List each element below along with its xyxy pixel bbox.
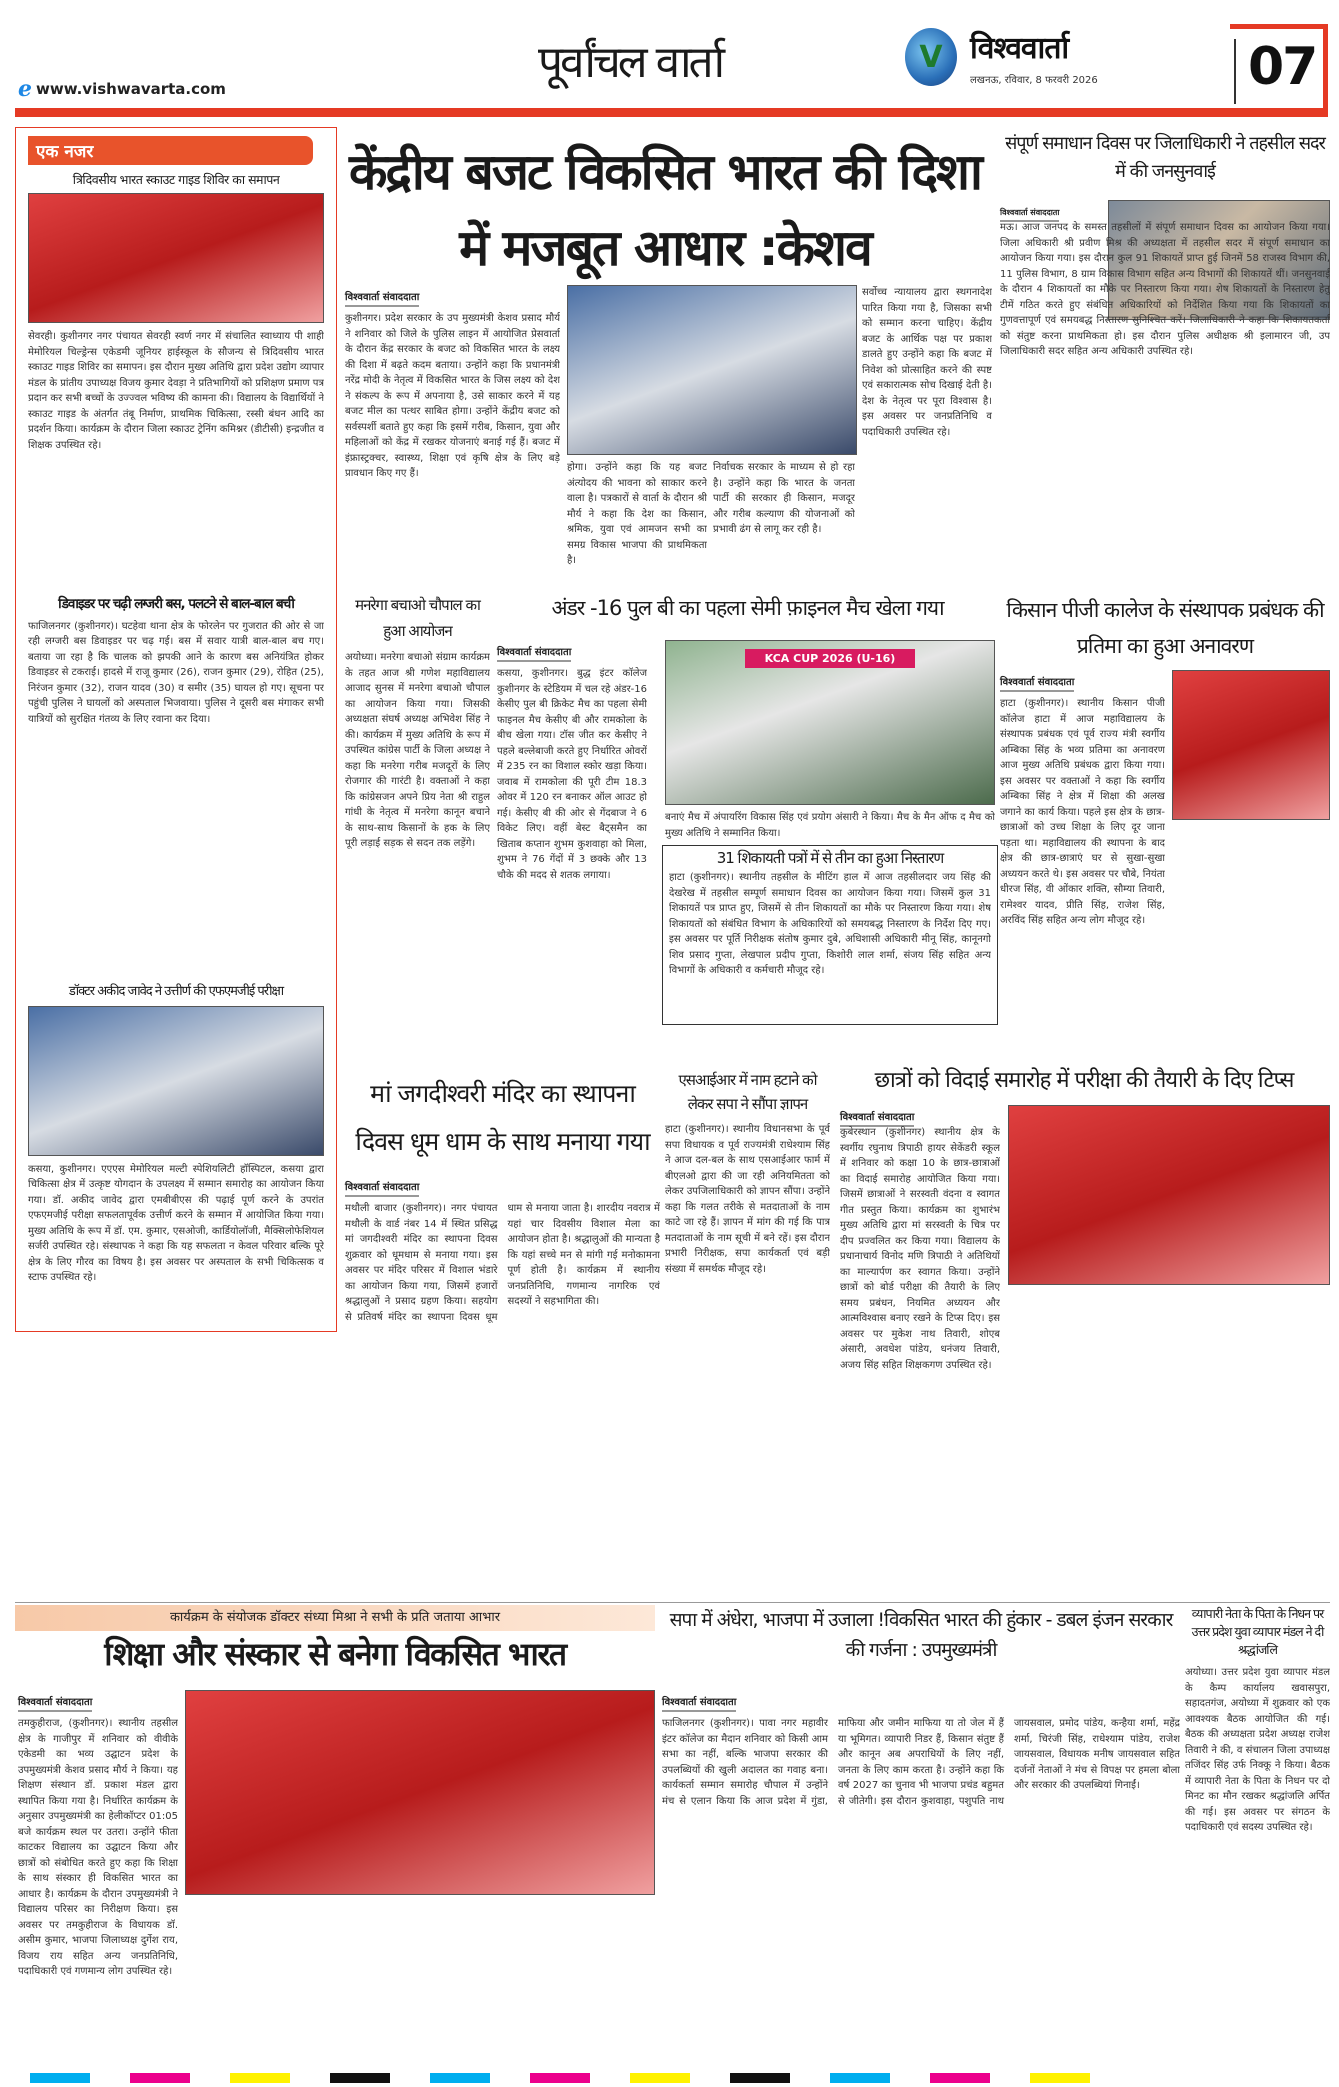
shikayat-box [662, 845, 998, 1025]
article-title: डिवाइडर पर चढ़ी लग्जरी बस, पलटने से बाल-बाल बची [58, 596, 294, 613]
section-title: पूर्वांचल वार्ता [538, 37, 722, 88]
headline: अंडर -16 पुल बी का पहला सेमी फ़ाइनल मैच खेला गया [551, 596, 944, 620]
lead-headline: केंद्रीय बजट विकसित भारत की दिशा में मजबूत आधार :केशव [348, 143, 982, 277]
page-number: 07 [1248, 37, 1317, 97]
headline: मां जगदीश्वरी मंदिर का स्थापना दिवस धूम धाम के साथ मनाया गया [355, 1079, 650, 1156]
lead-body: होगा। उन्होंने कहा कि यह बजट अंत्योदय की भावना को साकार करने वाला है। पत्रकारों से वार्ता के दौरान श्री मौर्य ने कहा कि देश का किसान, श्रमिक, युवा एवं आमजन सभी का समग्र विकास भाजपा की प्राथमिकता है। [567, 462, 707, 566]
article-body-continued [1172, 825, 1330, 1025]
byline: विश्ववार्ता संवाददाता [345, 1179, 419, 1197]
section-divider [15, 1602, 1330, 1603]
statue-unveiling-photo [1172, 670, 1330, 820]
byline: विश्ववार्ता संवाददाता [18, 1694, 92, 1712]
lead-body: सर्वोच्च न्यायालय द्वारा स्थगनादेश पारित किया गया है, जिसका सभी को सम्मान करना चाहिए। केंद्रीय बजट के आर्थिक पक्ष पर प्रकाश डालते हुए उन्होंने कहा कि बजट में निवेश को प्रोत्साहित करने की स्पष्ट एवं सकारात्मक सोच दिखाई देती है। देश के नेतृत्व पर पूरा विश्वास है। इस अवसर पर जनप्रतिनिधि व पदाधिकारी उपस्थित रहे। [862, 287, 992, 438]
dateline: लखनऊ, रविवार, 8 फरवरी 2026 [970, 75, 1098, 86]
byline: विश्ववार्ता संवाददाता [840, 1109, 914, 1127]
kca-cup-photo [665, 640, 995, 805]
kca-banner: KCA CUP 2026 (U-16) [745, 649, 915, 668]
article-body: हाटा (कुशीनगर)। स्थानीय किसान पीजी कॉलेज हाटा में आज महाविद्यालय के संस्थापक प्रबंधक एवं पूर्व राज्य मंत्री स्वर्गीय अम्बिका सिंह के भव्य प्रतिमा का अनावरण आज मुख्य अतिथि प्रबंधक द्वारा किया गया। इस अवसर पर वक्ताओं ने कहा कि स्वर्गीय अम्बिका सिंह ने क्षेत्र में शिक्षा की अलख जगाने का कार्य किया। पहले इस क्षेत्र के छात्र-छात्राओं को उच्च शिक्षा के लिए दूर जाना पड़ता था। महाविद्यालय की स्थापना के बाद क्षेत्र की छात्र-छात्राएं घर से सुखा-सुखा अध्ययन करते थे। इस अवसर पर चौबे, नियंता धीरज सिंह, वी ओंकार शक्ति, सौम्या तिवारी, रामेश्वर यादव, प्रीति सिंह, राजेश सिंह, अरविंद सिंह सहित अन्य लोग मौजूद रहे। [1000, 698, 1165, 926]
headline: मनरेगा बचाओ चौपाल का हुआ आयोजन [355, 596, 480, 640]
article-body: फाजिलनगर (कुशीनगर)। घटहेवा थाना क्षेत्र के फोरलेन पर गुजरात की ओर से जा रही लग्जरी बस डिवाइडर पर चढ़ गई। बस में सवार यात्री बाल-बाल बच गए। बताया जा रहा है कि चालक को झपकी आने के कारण बस अनियंत्रित होकर डिवाइडर से टकराई। हादसे में राजू कुमार (26), राजन कुमार (29), रोहित (25), निरंजन कुमार (32), राजन यादव (30) व समीर (35) घायल हो गए। सूचना पर पहुंची पुलिस ने घायलों को अस्पताल भिजवाया। पुलिस ने दूसरी बस मंगाकर सभी यात्रियों को सुरक्षित गंतव्य के लिए रवाना कर दिया। [28, 620, 324, 725]
headline: किसान पीजी कालेज के संस्थापक प्रबंधक की प्रतिमा का हुआ अनावरण [1006, 598, 1324, 658]
site-url[interactable]: e www.vishwavarta.com [18, 76, 226, 102]
byline: विश्ववार्ता संवाददाता [1000, 674, 1074, 692]
brand-name: विश्ववार्ता [970, 31, 1069, 66]
lead-body: कुशीनगर। प्रदेश सरकार के उप मुख्यमंत्री केशव प्रसाद मौर्य ने शनिवार को जिले के पुलिस लाइन में आयोजित प्रेसवार्ता के दौरान केंद्र सरकार के बजट को विकसित भारत के लक्ष्य की दिशा में बढ़ते कदम बताया। उन्होंने कहा कि प्रधानमंत्री नरेंद्र मोदी के नेतृत्व में विकसित भारत के जिस लक्ष्य को देश ने संकल्प के रूप में अपनाया है, उसे साकार करने में यह बजट मील का पत्थर साबित होगा। उन्होंने केंद्रीय बजट को सर्वस्पर्शी बताते हुए कहा कि इसमें गरीब, किसान, युवा और महिलाओं को केंद्र में रखकर योजनाएं बनाई गई हैं। बजट में इंफ्रास्ट्रक्चर, स्वास्थ्य, शिक्षा एवं कृषि क्षेत्र के लिए बड़े प्रावधान किए गए हैं। [345, 313, 560, 479]
article-body-continued [185, 1900, 655, 2040]
page-number-box [1230, 24, 1328, 116]
article-body: सेवरही। कुशीनगर नगर पंचायत सेवरही स्वर्ण नगर में संचालित स्वाध्याय पी शाही मेमोरियल चिल्ड्रेन्स एकेडमी जूनियर हाईस्कूल के सौजन्य से त्रिदिवसीय भारत स्काउट गाइड शिविर का समापन। इस दौरान मुख्य अतिथि द्वारा प्रदेश उद्योग व्यापार मंडल के प्रांतीय उपाध्यक्ष विजय कुमार देवड़ा ने प्रतिभागियों को प्रशिक्षण प्रमाण पत्र प्रदान कर सभी बच्चों के उज्ज्वल भविष्य की कामना की। विद्यालय के विद्यार्थियों ने स्काउट गाइड के अंतर्गत तंबू निर्माण, प्राथमिक चिकित्सा, रस्सी बंधन आदि का प्रदर्शन किया। कार्यक्रम के दौरान जिला स्काउट ट्रेनिंग कमिश्नर (डीटीसी) इन्द्रजीत व शिक्षक उपस्थित रहे। [28, 331, 324, 451]
article-body: कसया, कुशीनगर। बुद्ध इंटर कॉलेज कुशीनगर के स्टेडियम में चल रहे अंडर-16 केसीए पुल बी क्रिकेट मैच का पहला सेमी फाइनल मैच केसीए बी और रामकोला के बीच खेला गया। टॉस जीत कर केसीए ने पहले बल्लेबाजी करते हुए निर्धारित ओवरों में 235 रन का विशाल स्कोर खड़ा किया। जवाब में रामकोला की पूरी टीम 18.3 ओवर में 120 रन बनाकर ऑल आउट हो गई। केसीए बी की ओर से गेंदबाज ने 6 विकेट लिए। वहीं बेस्ट बैट्समैन का खिताब कप्तान शुभम कुशवाहा को मिला, शुभम ने 76 गेंदों में 3 छक्के और 13 चौके की मदद से शतक लगाया। [497, 668, 647, 881]
headline: व्यापारी नेता के पिता के निधन पर उत्तर प्रदेश युवा व्यापार मंडल ने दी श्रद्धांजलि [1191, 1606, 1324, 1657]
photo-caption: बनाएं मैच में अंपायरिंग विकास सिंह एवं प्रयोग अंसारी ने किया। मैच के मैन ऑफ द मैच को मुख्य अतिथि ने सम्मानित किया। [665, 812, 995, 839]
byline: विश्ववार्ता संवाददाता [1000, 207, 1059, 222]
ek-nazar-tab: एक नजर [28, 136, 313, 165]
scout-camp-photo [28, 193, 324, 323]
headline: छात्रों को विदाई समारोह में परीक्षा की तैयारी के दिए टिप्स [874, 1068, 1294, 1093]
article-body: मऊ। आज जनपद के समस्त तहसीलों में संपूर्ण समाधान दिवस का आयोजन किया गया। जिला अधिकारी श्री प्रवीण मिश्र की अध्यक्षता में तहसील सदर में संपूर्ण समाधान का आयोजन किया गया। इस दौरान कुल 91 शिकायतें प्राप्त हुई जिनमें 58 राजस्व विभाग की, 11 पुलिस विभाग, 8 ग्राम विकास विभाग सहित अन्य विभागों की शिकायतें थीं। जनसुनवाई के दौरान 4 शिकायतों का मौके पर निस्तारण किया गया। शेष शिकायतों के निस्तारण हेतु टीमें गठित करते हुए संबंधित अधिकारियों को निर्देशित किया गया कि शिकायतों का गुणवत्तापूर्ण एवं समयबद्ध निस्तारण सुनिश्चित करें। जिलाधिकारी ने कहा कि शिकायतकर्ता को संतुष्ट करना प्राथमिकता हो। इस दौरान पुलिस अधीक्षक श्री इलामारन जी, उप जिलाधिकारी सदर सहित अन्य अधिकारी उपस्थित रहे। [1000, 222, 1330, 357]
article-body-continued [1008, 1290, 1330, 1595]
article-body: हाटा (कुशीनगर)। स्थानीय तहसील के मीटिंग हाल में आज तहसीलदार जय सिंह की देखरेख में तहसील सम्पूर्ण समाधान दिवस का आयोजन किया गया। जिसमें कुल 31 शिकायतें पत्र प्राप्त हुए, जिसमें से तीन शिकायतों का मौके पर निस्तारण किया गया। शेष शिकायतों को संबंधित विभाग के अधिकारियों को समयबद्ध निस्तारण के निर्देश दिए गए। इस अवसर पर पूर्ति निरीक्षक संतोष कुमार दुबे, अधिशासी अधिकारी मीनू सिंह, कानूनगो शिव प्रसाद गुप्ता, लेखपाल प्रदीप गुप्ता, किशोरी लाल शर्मा, संजय सिंह सहित अन्य विभागों के अधिकारी व कर्मचारी मौजूद रहे। [669, 872, 991, 977]
kicker-banner: कार्यक्रम के संयोजक डॉक्टर संध्या मिश्रा ने सभी के प्रति जताया आभार [15, 1605, 655, 1631]
headline: एसआईआर में नाम हटाने को लेकर सपा ने सौंपा ज्ञापन [678, 1071, 817, 1113]
headline: संपूर्ण समाधान दिवस पर जिलाधिकारी ने तहसील सदर में की जनसुनवाई [1005, 133, 1325, 182]
headline: सपा में अंधेरा, भाजपा में उजाला !विकसित भारत की हुंकार - डबल इंजन सरकार की गर्जना : उपमुख्यमंत्री [669, 1609, 1173, 1661]
article-title: डॉक्टर अकीद जावेद ने उत्तीर्ण की एफएमजीई परीक्षा [68, 983, 284, 999]
print-color-strip [30, 2068, 1330, 2087]
headline: 31 शिकायती पत्रों में से तीन का हुआ निस्तारण [716, 849, 944, 867]
keshav-press-photo [567, 285, 857, 455]
article-body: अयोध्या। मनरेगा बचाओ संग्राम कार्यक्रम के तहत आज श्री गणेश महाविद्यालय आजाद सुनस में मनरेगा बचाओ चौपाल का आयोजन किया गया। जिसकी अध्यक्षता संघर्ष अध्यक्ष अभिवेश सिंह ने की। कार्यक्रम में मुख्य अतिथि के रूप में उपस्थित कांग्रेस पार्टी के जिला अध्यक्ष ने कहा कि मनरेगा गरीब मजदूरों के लिए रोजगार की गारंटी है। वक्ताओं ने कहा कि कांग्रेसजन अपने प्रिय नेता श्री राहुल गांधी के नेतृत्व में मनरेगा कानून बचाने के साथ-साथ किसानों के हक के लिए पूरी लड़ाई सड़क से सदन तक लड़ेंगे। [345, 652, 490, 849]
article-body: तमकुहीराज, (कुशीनगर)। स्थानीय तहसील क्षेत्र के गाजीपुर में शनिवार को वीवीके एकेडमी का भव्य उद्घाटन प्रदेश के उपमुख्यमंत्री केशव प्रसाद मौर्य ने किया। यह शिक्षण संस्थान डॉ. प्रकाश मंडल द्वारा स्थापित किया गया है। निर्धारित कार्यक्रम के अनुसार उपमुख्यमंत्री का हेलीकॉप्टर 01:05 बजे कार्यक्रम स्थल पर उतरा। उन्होंने फीता काटकर विद्यालय का उद्घाटन किया और छात्रों को संबोधित करते हुए कहा कि शिक्षा के साथ संस्कार ही विकसित भारत का आधार है। कार्यक्रम के दौरान उपमुख्यमंत्री ने विद्यालय परिसर का निरीक्षण किया। इस अवसर पर तमकुहीराज के विधायक डॉ. असीम कुमार, भाजपा जिलाध्यक्ष दुर्गेश राय, विजय राय सहित अन्य जनप्रतिनिधि, पदाधिकारी एवं गणमान्य लोग उपस्थित रहे। [18, 1718, 178, 1977]
browser-e-icon: e [18, 76, 32, 102]
lead-body: निर्वाचक सरकार के माध्यम से हो रहा है। उन्होंने कहा कि भारत के जनता पार्टी की सरकार ही किसान, मजदूर और गरीब कल्याण की योजनाओं को प्रभावी ढंग से लागू कर रही है। [713, 462, 855, 535]
doctor-felicitation-photo [28, 1006, 324, 1156]
headline: शिक्षा और संस्कार से बनेगा विकसित भारत [104, 1635, 566, 1673]
article-title: त्रिदिवसीय भारत स्काउट गाइड शिविर का समापन [72, 172, 280, 187]
academy-inauguration-photo [185, 1690, 655, 1895]
byline: विश्ववार्ता संवाददाता [662, 1694, 736, 1712]
vyapari-box [1185, 1605, 1330, 2045]
header-rule [15, 108, 1328, 117]
brand-logo-icon: V [905, 28, 957, 86]
farewell-ceremony-photo [1008, 1105, 1330, 1285]
article-body: कुबेरस्थान (कुशीनगर) स्थानीय क्षेत्र के स्वर्गीय रघुनाथ त्रिपाठी हायर सेकेंडरी स्कूल में शनिवार को कक्षा 10 के छात्र-छात्राओं का विदाई समारोह आयोजित किया गया। जिसमें छात्राओं ने सरस्वती वंदना व स्वागत गीत प्रस्तुत किया। कार्यक्रम का शुभारंभ मुख्य अतिथि द्वारा मां सरस्वती के चित्र पर दीप प्रज्वलित कर किया गया। विद्यालय के प्रधानाचार्य विनोद मणि त्रिपाठी ने अतिथियों का माल्यार्पण कर स्वागत किया। उन्होंने छात्रों को बोर्ड परीक्षा की तैयारी के लिए समय प्रबंधन, नियमित अध्ययन और आत्मविश्वास बनाए रखने के टिप्स दिए। इस अवसर पर मुकेश नाथ तिवारी, शोएब अंसारी, अवधेश पांडेय, धनंजय तिवारी, अजय सिंह सहित शिक्षकगण उपस्थित रहे। [840, 1127, 1000, 1371]
article-body: फाजिलनगर (कुशीनगर)। पावा नगर महावीर इंटर कॉलेज का मैदान शनिवार को किसी आम सभा का नहीं, बल्कि भाजपा सरकार की उपलब्धियों की खुली अदालत का गवाह बना। कार्यकर्ता सम्मान समारोह चौपाल में उन्होंने मंच से एलान किया कि आज प्रदेश में गुंडा, माफिया और जमीन माफिया या तो जेल में हैं या भूमिगत। व्यापारी निडर हैं, किसान संतुष्ट हैं और कानून अब अपराधियों के लिए नहीं, जनता के लिए काम करता है। उन्होंने कहा कि वर्ष 2027 का चुनाव भी भाजपा प्रचंड बहुमत से जीतेगी। इस दौरान कुशवाहा, पशुपति नाथ जायसवाल, प्रमोद पांडेय, कन्हैया शर्मा, महेंद्र शर्मा, चिरंजी सिंह, राधेश्याम पांडेय, राजेश जायसवाल, विधायक मनीष जायसवाल सहित दर्जनों नेताओं ने मंच से विपक्ष पर हमला बोला और सरकार की उपलब्धियां गिनाईं। [662, 1718, 1180, 1807]
ek-nazar-panel [15, 127, 337, 1332]
article-body: अयोध्या। उत्तर प्रदेश युवा व्यापार मंडल के कैम्प कार्यालय खवासपुरा, सहादतगंज, अयोध्या में शुक्रवार को एक आवश्यक बैठक आयोजित की गई। बैठक की अध्यक्षता प्रदेश अध्यक्ष राजेश तिवारी ने की, व संचालन जिला उपाध्यक्ष तजिंदर सिंह उर्फ निक्कू ने किया। बैठक में व्यापारी नेता के पिता के निधन पर दो मिनट का मौन रखकर श्रद्धांजलि अर्पित की गई। इस अवसर पर संगठन के पदाधिकारी एवं सदस्य उपस्थित रहे। [1185, 1667, 1330, 1833]
article-body: मथौली बाजार (कुशीनगर)। नगर पंचायत मथौली के वार्ड नंबर 14 में स्थित प्रसिद्ध मां जगदीश्वरी मंदिर का स्थापना दिवस शुक्रवार को धूमधाम से मनाया गया। इस अवसर पर मंदिर परिसर में विशाल भंडारे का आयोजन किया गया, जिसमें हजारों श्रद्धालुओं ने प्रसाद ग्रहण किया। सहयोग से प्रतिवर्ष मंदिर का स्थापना दिवस धूम धाम से मनाया जाता है। शारदीय नवरात्र में यहां चार दिवसीय विशाल मेला का आयोजन होता है। श्रद्धालुओं की मान्यता है कि यहां सच्चे मन से मांगी गई मनोकामना पूर्ण होती है। कार्यक्रम में स्थानीय जनप्रतिनिधि, गणमान्य नागरिक एवं सदस्यों ने सहभागिता की। [345, 1203, 660, 1323]
byline: विश्ववार्ता संवाददाता [345, 289, 419, 307]
article-body: हाटा (कुशीनगर)। स्थानीय विधानसभा के पूर्व सपा विधायक व पूर्व राज्यमंत्री राधेश्याम सिंह ने आज दल-बल के साथ एसआईआर फार्म में बीएलओ द्वारा की जा रही अनियमितता को लेकर उपजिलाधिकारी को ज्ञापन सौंपा। उन्होंने कहा कि गलत तरीके से मतदाताओं के नाम काटे जा रहे हैं। ज्ञापन में मांग की गई कि पात्र मतदाताओं के नाम सूची में बने रहें। इस दौरान प्रभारी निरीक्षक, सपा कार्यकर्ता एवं बड़ी संख्या में समर्थक मौजूद रहे। [665, 1124, 830, 1275]
byline: विश्ववार्ता संवाददाता [497, 644, 571, 662]
article-body: कसया, कुशीनगर। एएएस मेमोरियल मल्टी स्पेशियलिटी हॉस्पिटल, कसया द्वारा चिकित्सा क्षेत्र में उत्कृष्ट योगदान के उपलक्ष्य में सम्मान समारोह का आयोजन किया गया। डॉ. अकीद जावेद द्वारा एमबीबीएस की पढ़ाई पूर्ण करने के उपरांत एफएमजीई परीक्षा सफलतापूर्वक उत्तीर्ण करने के सम्मान में आयोजित किया गया। मुख्य अतिथि के रूप में डॉ. एम. कुमार, एसओजी, कार्डियोलॉजी, मैक्सिलोफेशियल सर्जरी उपस्थित रहे। संस्थापक ने कहा कि यह सफलता न केवल परिवार बल्कि पूरे क्षेत्र के लिए गौरव का विषय है। इस अवसर पर अस्पताल के सभी चिकित्सक व स्टाफ उपस्थित रहे। [28, 1163, 324, 1284]
